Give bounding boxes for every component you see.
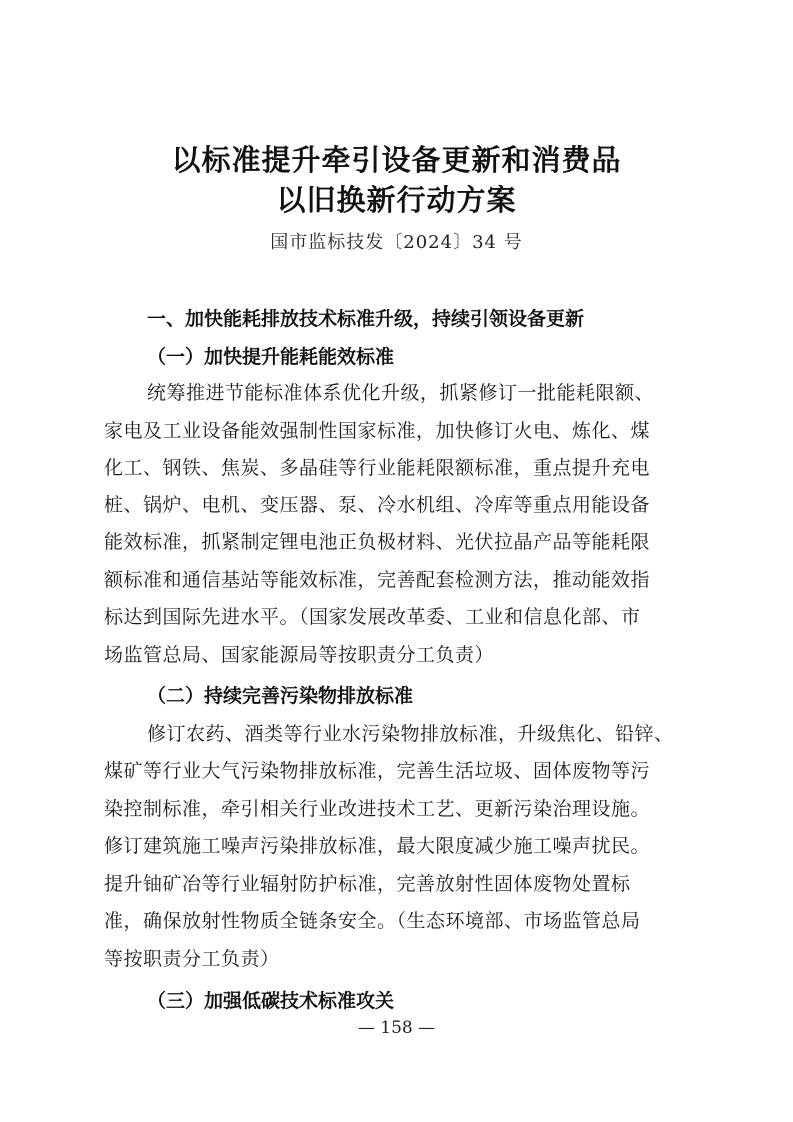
paragraph-line: 染控制标准，牵引相关行业改进技术工艺、更新污染治理设施。 <box>104 798 651 820</box>
subsection-heading-2: （二）持续完善污染物排放标准 <box>147 685 414 707</box>
paragraph-line: 提升铀矿冶等行业辐射防护标准，完善放射性固体废物处置标 <box>104 873 631 895</box>
paragraph-line: 桩、锅炉、电机、变压器、泵、冷水机组、冷库等重点用能设备 <box>104 494 651 516</box>
document-title-line-2: 以旧换新行动方案 <box>276 183 517 217</box>
paragraph-line: 化工、钢铁、焦炭、多晶硅等行业能耗限额标准，重点提升充电 <box>104 457 651 479</box>
paragraph-line: 家电及工业设备能效强制性国家标准，加快修订火电、炼化、煤 <box>104 420 651 442</box>
document-number: 国市监标技发〔2024〕34 号 <box>270 232 523 253</box>
subsection-heading-3: （三）加强低碳技术标准攻关 <box>147 990 395 1012</box>
section-heading-1: 一、加快能耗排放技术标准升级，持续引领设备更新 <box>147 308 585 330</box>
paragraph-line: 能效标准，抓紧制定锂电池正负极材料、光伏拉晶产品等能耗限 <box>104 531 651 553</box>
page-number: — 158 — <box>357 1018 436 1038</box>
subsection-heading-1: （一）加快提升能耗能效标准 <box>147 346 395 368</box>
paragraph-line: 修订建筑施工噪声污染排放标准，最大限度减少施工噪声扰民。 <box>104 835 651 857</box>
paragraph-line: 统筹推进节能标准体系优化升级，抓紧修订一批能耗限额、 <box>147 382 655 404</box>
paragraph-line: 额标准和通信基站等能效标准，完善配套检测方法，推动能效指 <box>104 569 651 591</box>
document-title-line-1: 以标准提升牵引设备更新和消费品 <box>171 143 622 177</box>
paragraph-line: 准，确保放射性物质全链条安全。（生态环境部、市场监管总局 <box>104 910 641 932</box>
paragraph-line: 标达到国际先进水平。（国家发展改革委、工业和信息化部、市 <box>104 606 641 628</box>
paragraph-line: 等按职责分工负责） <box>104 948 280 970</box>
paragraph-line: 煤矿等行业大气污染物排放标准，完善生活垃圾、固体废物等污 <box>104 760 651 782</box>
paragraph-line: 修订农药、酒类等行业水污染物排放标准，升级焦化、铅锌、 <box>147 723 674 745</box>
paragraph-line: 场监管总局、国家能源局等按职责分工负责） <box>104 644 495 666</box>
